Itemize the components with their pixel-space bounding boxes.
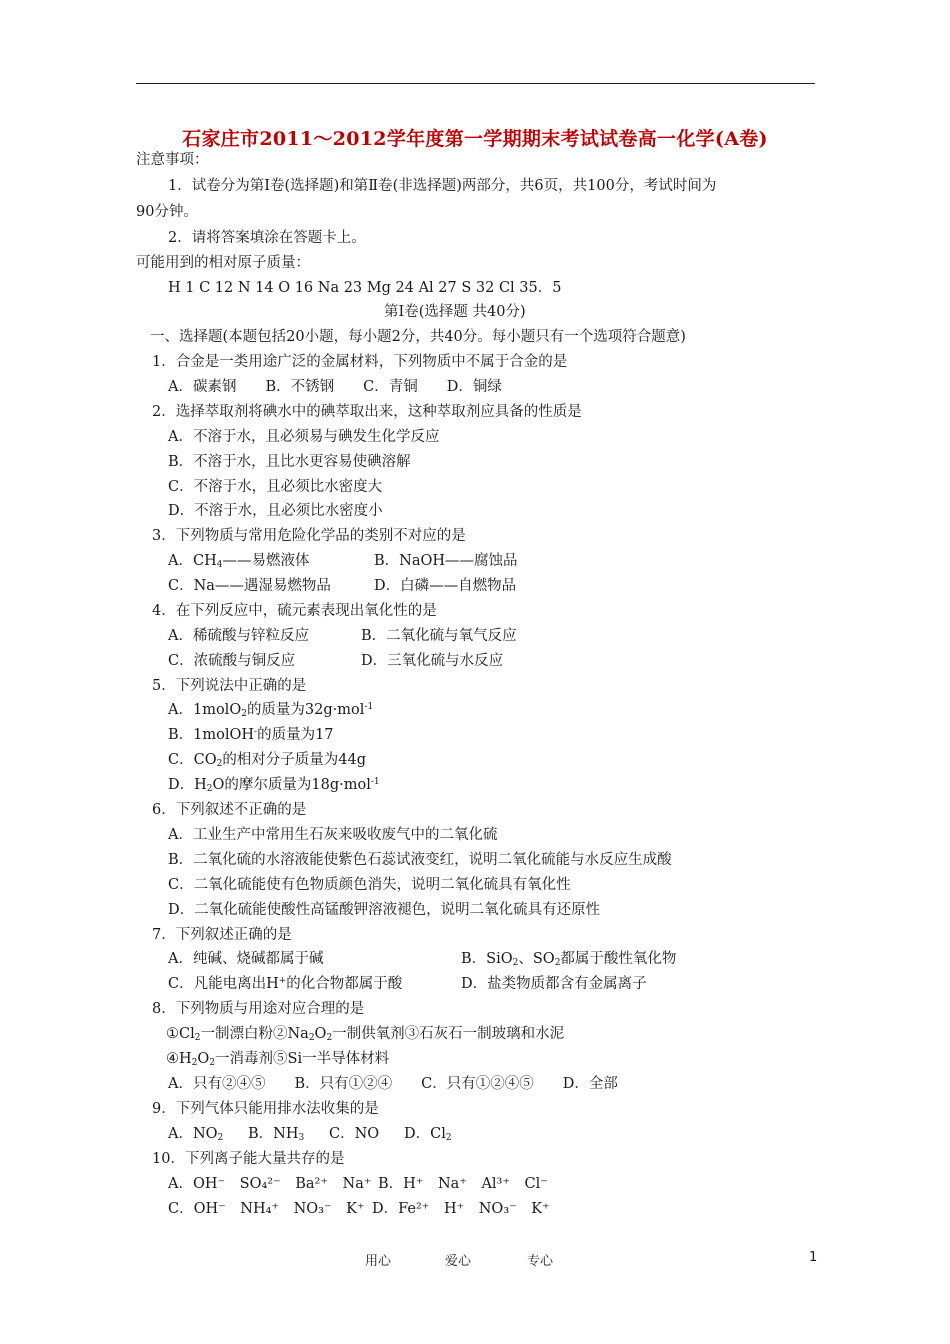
q1-stem: 1．合金是一类用途广泛的金属材料，下列物质中不属于合金的是 xyxy=(152,354,568,370)
q7-option-b: B．SiO$_2$、$SO_2$都属于酸性氧化物 xyxy=(461,951,677,968)
q2-option-d: D．不溶于水，且必须比水密度小 xyxy=(168,503,383,519)
q6-stem: 6．下列叙述不正确的是 xyxy=(152,802,307,818)
q6-option-a: A．工业生产中常用生石灰来吸收废气中的二氧化硫 xyxy=(168,827,498,843)
q3-option-c: C．Na——遇湿易燃物品 xyxy=(168,578,331,594)
q10-option-a: A．OH⁻ SO₄²⁻ Ba²⁺ Na⁺ xyxy=(168,1176,372,1192)
q7-option-c: C．凡能电离出H+的化合物都属于酸 xyxy=(168,976,403,992)
q5-option-d: D．$H_2O$的摩尔质量为18g·mol$^{-1}$ xyxy=(168,777,380,794)
q4-option-b: B．二氧化硫与氧气反应 xyxy=(361,628,517,644)
q2-stem: 2．选择萃取剂将碘水中的碘萃取出来，这种萃取剂应具备的性质是 xyxy=(152,404,582,420)
q9-stem: 9．下列气体只能用排水法收集的是 xyxy=(152,1101,379,1117)
q7-option-a: A．纯碱、烧碱都属于碱 xyxy=(168,951,324,967)
footer-word-2: 爱心 xyxy=(445,1254,472,1269)
footer-word-3: 专心 xyxy=(527,1254,554,1269)
q6-option-b: B．二氧化硫的水溶液能使紫色石蕊试液变红，说明二氧化硫能与水反应生成酸 xyxy=(168,852,672,868)
exam-title: 石家庄市2011～2012学年度第一学期期末考试试卷高一化学(A卷) xyxy=(182,128,768,150)
q4-option-d: D．三氧化硫与水反应 xyxy=(361,653,504,669)
q5-option-a: A．1molO$_2$的质量为32g·mol$^{-1}$ xyxy=(168,702,374,719)
q2-option-b: B．不溶于水，且比水更容易使碘溶解 xyxy=(168,454,411,470)
q6-option-c: C．二氧化硫能使有色物质颜色消失，说明二氧化硫具有氧化性 xyxy=(168,877,571,893)
part1-heading: 第Ⅰ卷(选择题 共40分) xyxy=(384,304,526,320)
q7-stem: 7．下列叙述正确的是 xyxy=(152,927,292,943)
q10-stem: 10．下列离子能大量共存的是 xyxy=(152,1151,345,1167)
q9-option-a: A．$NO_2$ xyxy=(168,1126,224,1143)
q2-option-a: A．不溶于水，且必须易与碘发生化学反应 xyxy=(168,429,440,445)
q8-stem: 8．下列物质与用途对应合理的是 xyxy=(152,1001,365,1017)
q3-stem: 3．下列物质与常用危险化学品的类别不对应的是 xyxy=(152,528,466,544)
header-rule xyxy=(136,83,815,84)
atomic-mass-values: H 1 C 12 N 14 O 16 Na 23 Mg 24 Al 27 S 32 Cl 35．5 xyxy=(168,280,562,296)
q10-option-b: B．H⁺ Na⁺ Al³⁺ Cl⁻ xyxy=(378,1176,548,1192)
q3-option-b: B．NaOH——腐蚀品 xyxy=(374,553,518,569)
q5-stem: 5．下列说法中正确的是 xyxy=(152,678,307,694)
q9-option-b: B．$NH_3$ xyxy=(248,1126,305,1143)
q8-items-line-1: $①Cl_2$一制漂白粉$②Na_2O_2$一制供氧剂③石灰石一制玻璃和水泥 xyxy=(166,1026,565,1043)
q7-option-d: D．盐类物质都含有金属离子 xyxy=(461,976,647,992)
q3-option-a: A．$CH_4——$易燃液体 xyxy=(168,553,310,570)
footer-word-1: 用心 xyxy=(365,1254,392,1269)
q10-option-c: C．OH⁻ NH₄⁺ NO₃⁻ K⁺ xyxy=(168,1201,365,1217)
q3-option-d: D．白磷——自燃物品 xyxy=(374,578,517,594)
q8-options: A．只有②④⑤ B．只有①②④ C．只有①②④⑤ D．全部 xyxy=(168,1076,618,1092)
q4-option-c: C．浓硫酸与铜反应 xyxy=(168,653,296,669)
q4-option-a: A．稀硫酸与锌粒反应 xyxy=(168,628,309,644)
q6-option-d: D．二氧化硫能使酸性高锰酸钾溶液褪色，说明二氧化硫具有还原性 xyxy=(168,902,601,918)
page-number: 1 xyxy=(809,1250,818,1265)
section1-heading: 一、选择题(本题包括20小题，每小题2分，共40分。每小题只有一个选项符合题意) xyxy=(150,329,686,345)
atomic-mass-heading: 可能用到的相对原子质量： xyxy=(136,255,310,271)
notice-heading: 注意事项： xyxy=(136,152,209,168)
q5-option-b: B．1molOH-的质量为17 xyxy=(168,727,334,743)
q1-options: A．碳素钢 B．不锈钢 C．青铜 D．铜绿 xyxy=(168,379,502,395)
q4-stem: 4．在下列反应中，硫元素表现出氧化性的是 xyxy=(152,603,437,619)
notice-item-2: 2．请将答案填涂在答题卡上。 xyxy=(168,230,366,246)
q5-option-c: C．$CO_2$的相对分子质量为44g xyxy=(168,752,367,769)
q9-option-c: C．NO xyxy=(329,1126,380,1142)
q10-option-d: D．Fe²⁺ H⁺ NO₃⁻ K⁺ xyxy=(372,1201,550,1217)
notice-item-1-cont: 90分钟。 xyxy=(136,204,198,220)
q9-option-d: D．$Cl_2$ xyxy=(404,1126,452,1143)
q8-items-line-2: $④H_2O_2$一消毒剂⑤Si一半导体材料 xyxy=(166,1051,390,1068)
q2-option-c: C．不溶于水，且必须比水密度大 xyxy=(168,479,383,495)
notice-item-1: 1．试卷分为第Ⅰ卷(选择题)和第Ⅱ卷(非选择题)两部分，共6页，共100分，考试时间为 xyxy=(168,178,717,194)
